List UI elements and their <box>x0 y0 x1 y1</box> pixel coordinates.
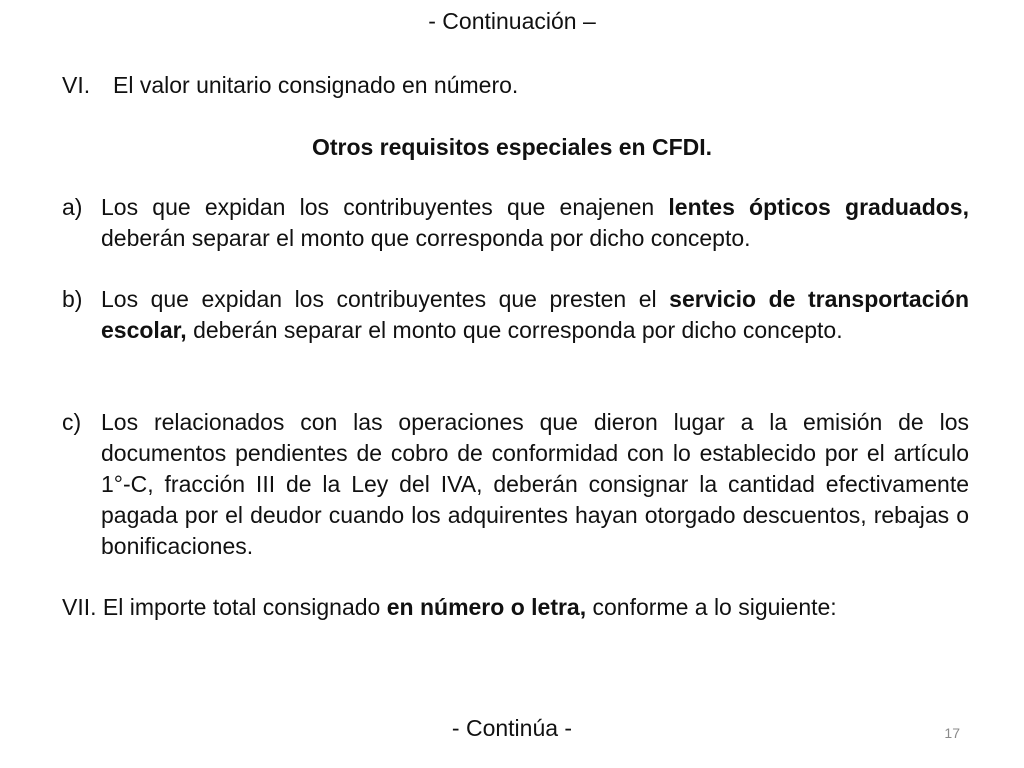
item-vii-bold: en número o letra, <box>386 594 587 620</box>
item-c-text: Los relacionados con las operaciones que dieron lugar a la emisión de los documentos pendientes de cobro de conformidad con lo establecido por el artículo 1°-C, fracción III de la Ley del IVA, deberán consignar la cantidad efectivamente pagada por el deudor cuando los adquirentes hayan otorgado descuentos, rebajas o bonificaciones. <box>101 409 969 559</box>
item-a-text <box>101 192 969 254</box>
item-b-bold: servicio de transportación escolar, <box>101 286 969 343</box>
item-vi-text: El valor unitario consignado en número. <box>113 72 519 98</box>
page-number: 17 <box>944 725 960 741</box>
item-b-label: b) <box>62 286 83 312</box>
item-b-text <box>101 284 969 346</box>
item-vi-label: VI. <box>62 72 91 98</box>
continuation-header: - Continuación – <box>428 8 596 34</box>
item-a-label: a) <box>62 194 83 220</box>
item-a-text-end: deberán separar el monto que corresponda por dicho concepto. <box>101 225 751 251</box>
section-title: Otros requisitos especiales en CFDI. <box>311 134 713 160</box>
item-b-text-start: Los que expidan los contribuyentes que presten el <box>101 286 670 312</box>
item-c-label: c) <box>62 409 82 435</box>
item-a-text-start: Los que expidan los contribuyentes que enajenen <box>101 194 669 220</box>
item-b-text-end: deberán separar el monto que corresponda por dicho concepto. <box>186 317 843 343</box>
item-vii-text-start: VII. El importe total consignado <box>62 594 387 620</box>
item-a-bold: lentes ópticos graduados, <box>668 194 969 220</box>
item-vii-text <box>62 592 837 623</box>
item-vii-text-end: conforme a lo siguiente: <box>586 594 837 620</box>
continues-footer: - Continúa - <box>451 715 573 741</box>
